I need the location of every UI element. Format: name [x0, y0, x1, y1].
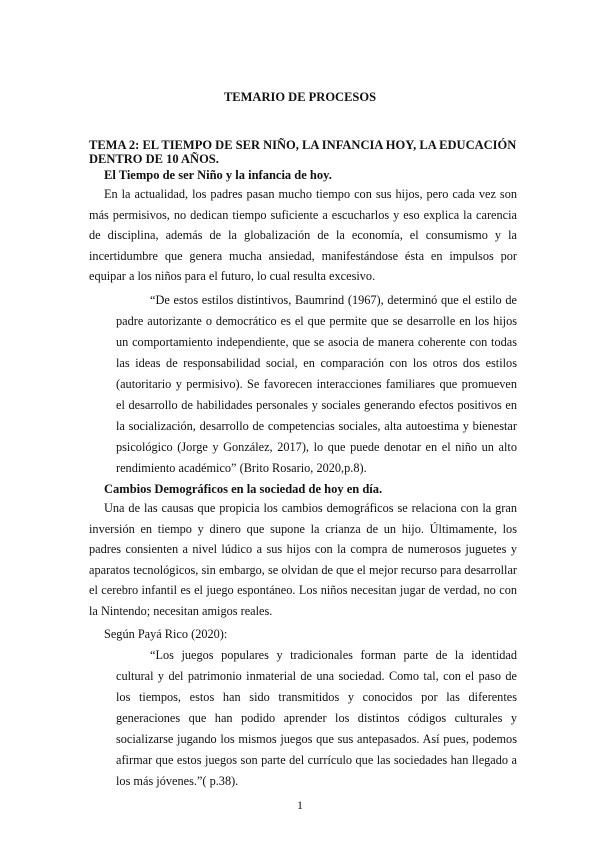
block-quote-2: “Los juegos populares y tradicionales forman parte de la identidad cultural y del patrimonio inmaterial de una sociedad. Como tal, con el paso de los tiempos, estos han sido transmitidos y conocidos por las diferentes generaciones que han podido aprender los distintos códigos culturales y socializarse jugando los mismos juegos que sus antepasados. Así pues, podemos afirmar que estos juegos son parte del currículo que las sociedades han llegado a los más jóvenes.”( p.38).: [116, 648, 517, 788]
section1-heading: El Tiempo de ser Niño y la infancia de hoy.: [104, 168, 332, 182]
citation-intro: Según Payá Rico (2020):: [104, 627, 228, 641]
block-quote-1: “De estos estilos distintivos, Baumrind (1967), determinó que el estilo de padre autorizante o democrático es el que permite que se desarrolle en los hijos un comportamiento independiente, que se asocia de manera coherente con todas las ideas de responsabilidad social, en comparación con los otros dos estilos (autoritario y permisivo). Se favorecen interacciones familiares que promueven el desarrollo de habilidades personales y sociales generando efectos positivos en la socialización, desarrollo de competencias sociales, alta autoestima y bienestar psicológico (Jorge y González, 2017), lo que puede denotar en el niño un alto rendimiento académico” (Brito Rosario, 2020,p.8).: [116, 293, 517, 475]
document-title: TEMARIO DE PROCESOS: [223, 90, 377, 104]
page-number: 1: [297, 798, 303, 812]
paragraph-2: Una de las causas que propicia los cambios demográficos se relaciona con la gran inversión en tiempo y dinero que supone la crianza de un hijo. Últimamente, los padres consienten a nivel lúdico a sus hijos con la compra de numerosos juguetes y aparatos tecnológicos, sin embargo, se olvidan de que el mejor recurso para desarrollar el cerebro infantil es el juego espontáneo. Los niños necesitan jugar de verdad, no con la Nintendo; necesitan amigos reales.: [89, 501, 517, 618]
section2-heading: Cambios Demográficos en la sociedad de hoy en día.: [104, 482, 383, 496]
paragraph-1: En la actualidad, los padres pasan mucho tiempo con sus hijos, pero cada vez son más permisivos, no dedican tiempo suficiente a escucharlos y eso explica la carencia de disciplina, además de la globalización de la economía, el consumismo y la incertidumbre que genera mucha ansiedad, manifestándose ésta en impulsos por equipar a los niños para el futuro, lo cual resulta excesivo.: [89, 187, 517, 284]
tema-heading: TEMA 2: EL TIEMPO DE SER NIÑO, LA INFANCIA HOY, LA EDUCACIÓN DENTRO DE 10 AÑOS.: [89, 138, 517, 166]
